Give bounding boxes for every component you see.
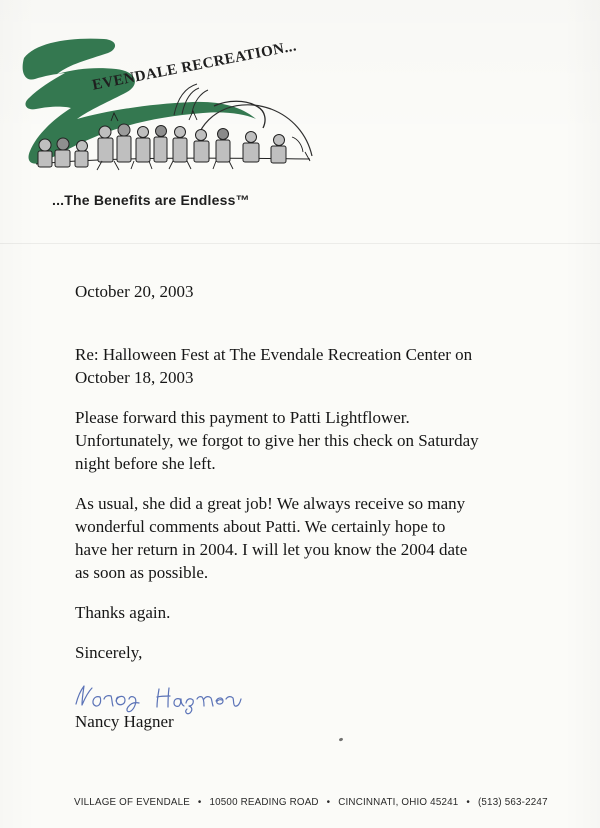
footer-city: CINCINNATI, OHIO 45241: [338, 797, 459, 808]
paragraph-2-line-1: As usual, she did a great job! We always receive so many: [75, 494, 466, 513]
paragraph-2-line-4: as soon as possible.: [75, 563, 209, 582]
paper-fold-line: [0, 243, 600, 244]
subject-line-2: October 18, 2003: [75, 368, 194, 387]
footer-road: 10500 READING ROAD: [209, 797, 319, 808]
footer-separator-2: •: [326, 797, 331, 808]
logo-tagline: ...The Benefits are Endless™: [52, 192, 250, 208]
paragraph-1-line-1: Please forward this payment to Patti Lightflower.: [75, 408, 410, 427]
footer-separator-1: •: [197, 797, 202, 808]
letter-body: [75, 280, 555, 664]
paragraph-2-line-2: wonderful comments about Patti. We certainly hope to: [75, 517, 446, 536]
letter-closing: Sincerely,: [75, 643, 143, 662]
evendale-recreation-logo: [18, 18, 318, 208]
letter-paragraph-1: [75, 406, 545, 475]
letter-subject: [75, 343, 545, 389]
paragraph-2-line-3: have her return in 2004. I will let you know the 2004 date: [75, 540, 468, 559]
letter-paragraph-2: [75, 492, 545, 584]
logo-title: EVENDALE RECREATION...: [91, 38, 298, 94]
footer-phone: (513) 563-2247: [477, 797, 548, 808]
paragraph-1-line-3: night before she left.: [75, 454, 216, 473]
footer-address: [74, 797, 548, 808]
paper-speck: [339, 737, 344, 741]
subject-line-1: Re: Halloween Fest at The Evendale Recreation Center on: [75, 345, 473, 364]
footer-village: VILLAGE OF EVENDALE: [74, 797, 190, 808]
paragraph-1-line-2: Unfortunately, we forgot to give her this check on Saturday: [75, 431, 479, 450]
footer-separator-3: •: [466, 797, 470, 808]
letter-date: October 20, 2003: [75, 282, 194, 301]
signer-name: Nancy Hagner: [75, 712, 174, 731]
letter-thanks: Thanks again.: [75, 603, 171, 622]
